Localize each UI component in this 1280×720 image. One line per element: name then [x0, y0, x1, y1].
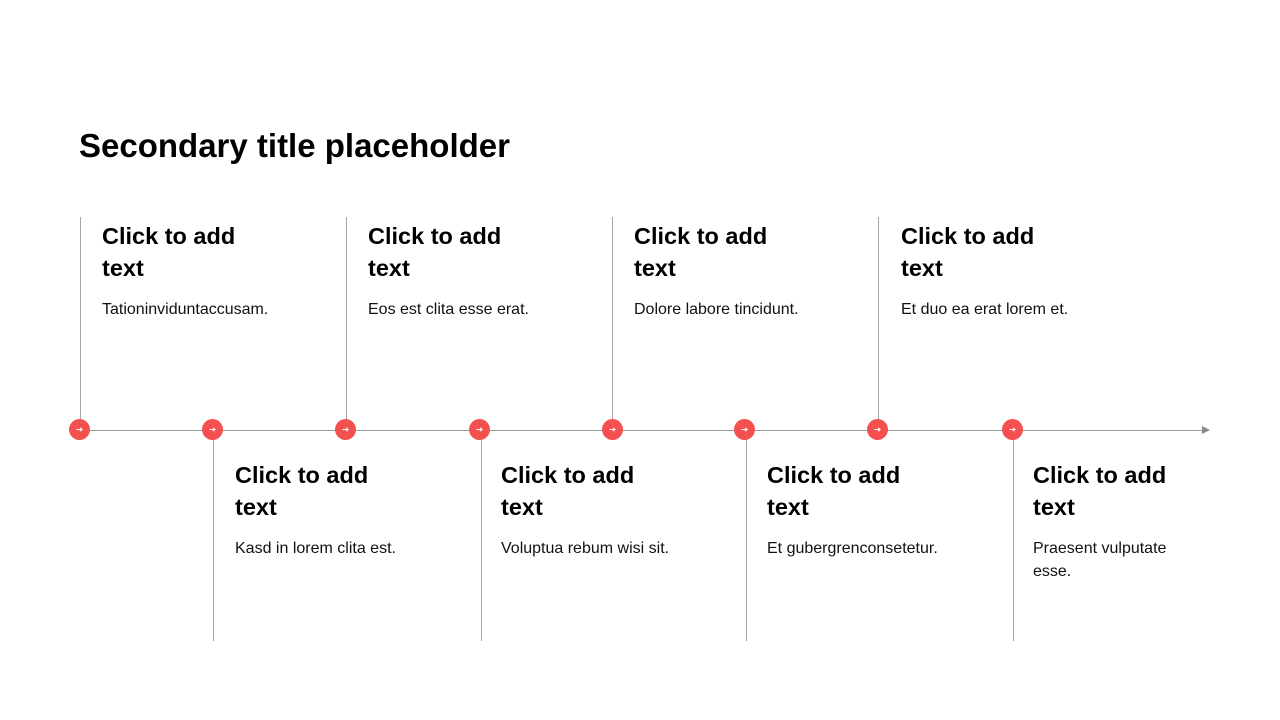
- card-body[interactable]: Tationinviduntaccusam.: [102, 301, 269, 318]
- card-body[interactable]: Voluptua rebum wisi sit.: [501, 540, 670, 557]
- timeline-node-3: [335, 419, 356, 440]
- card-body[interactable]: Eos est clita esse erat.: [368, 301, 529, 318]
- timeline-node-1: [69, 419, 90, 440]
- card-body[interactable]: Dolore labore tincidunt.: [634, 301, 799, 318]
- arrow-right-icon: [602, 419, 623, 440]
- timeline-node-6: [734, 419, 755, 440]
- timeline-card-5: [634, 221, 809, 321]
- card-heading[interactable]: Click to add text: [901, 223, 1035, 281]
- arrow-right-icon: [335, 419, 356, 440]
- connector-line-3: [346, 217, 347, 430]
- card-heading[interactable]: Click to add text: [501, 462, 635, 520]
- timeline-card-7: [901, 221, 1076, 321]
- card-body[interactable]: Et gubergrenconsetetur.: [767, 540, 938, 557]
- card-heading[interactable]: Click to add text: [767, 462, 901, 520]
- timeline-card-4: [501, 460, 676, 560]
- timeline-node-8: [1002, 419, 1023, 440]
- arrow-right-icon: [867, 419, 888, 440]
- timeline-card-3: [368, 221, 543, 321]
- connector-line-4: [481, 430, 482, 641]
- card-heading[interactable]: Click to add text: [235, 462, 369, 520]
- card-body[interactable]: Praesent vulputate esse.: [1033, 540, 1167, 580]
- triangle-arrow-icon: [1202, 426, 1210, 434]
- connector-line-2: [213, 430, 214, 641]
- timeline-node-2: [202, 419, 223, 440]
- slide-title[interactable]: Secondary title placeholder: [79, 127, 510, 164]
- timeline-axis: [79, 430, 1203, 431]
- card-body[interactable]: Et duo ea erat lorem et.: [901, 301, 1069, 318]
- connector-line-8: [1013, 430, 1014, 641]
- timeline-node-5: [602, 419, 623, 440]
- card-heading[interactable]: Click to add text: [634, 223, 768, 281]
- arrow-right-icon: [469, 419, 490, 440]
- connector-line-5: [612, 217, 613, 430]
- timeline-node-4: [469, 419, 490, 440]
- arrow-right-icon: [202, 419, 223, 440]
- card-heading[interactable]: Click to add text: [102, 223, 236, 281]
- timeline-card-1: [102, 221, 277, 321]
- timeline-node-7: [867, 419, 888, 440]
- connector-line-7: [878, 217, 879, 430]
- connector-line-6: [746, 430, 747, 641]
- arrow-right-icon: [734, 419, 755, 440]
- card-heading[interactable]: Click to add text: [1033, 462, 1167, 520]
- arrow-right-icon: [1002, 419, 1023, 440]
- card-heading[interactable]: Click to add text: [368, 223, 502, 281]
- arrow-right-icon: [69, 419, 90, 440]
- timeline-card-8: [1033, 460, 1198, 583]
- card-body[interactable]: Kasd in lorem clita est.: [235, 540, 396, 557]
- timeline-card-6: [767, 460, 942, 560]
- connector-line-1: [80, 217, 81, 430]
- timeline-card-2: [235, 460, 410, 560]
